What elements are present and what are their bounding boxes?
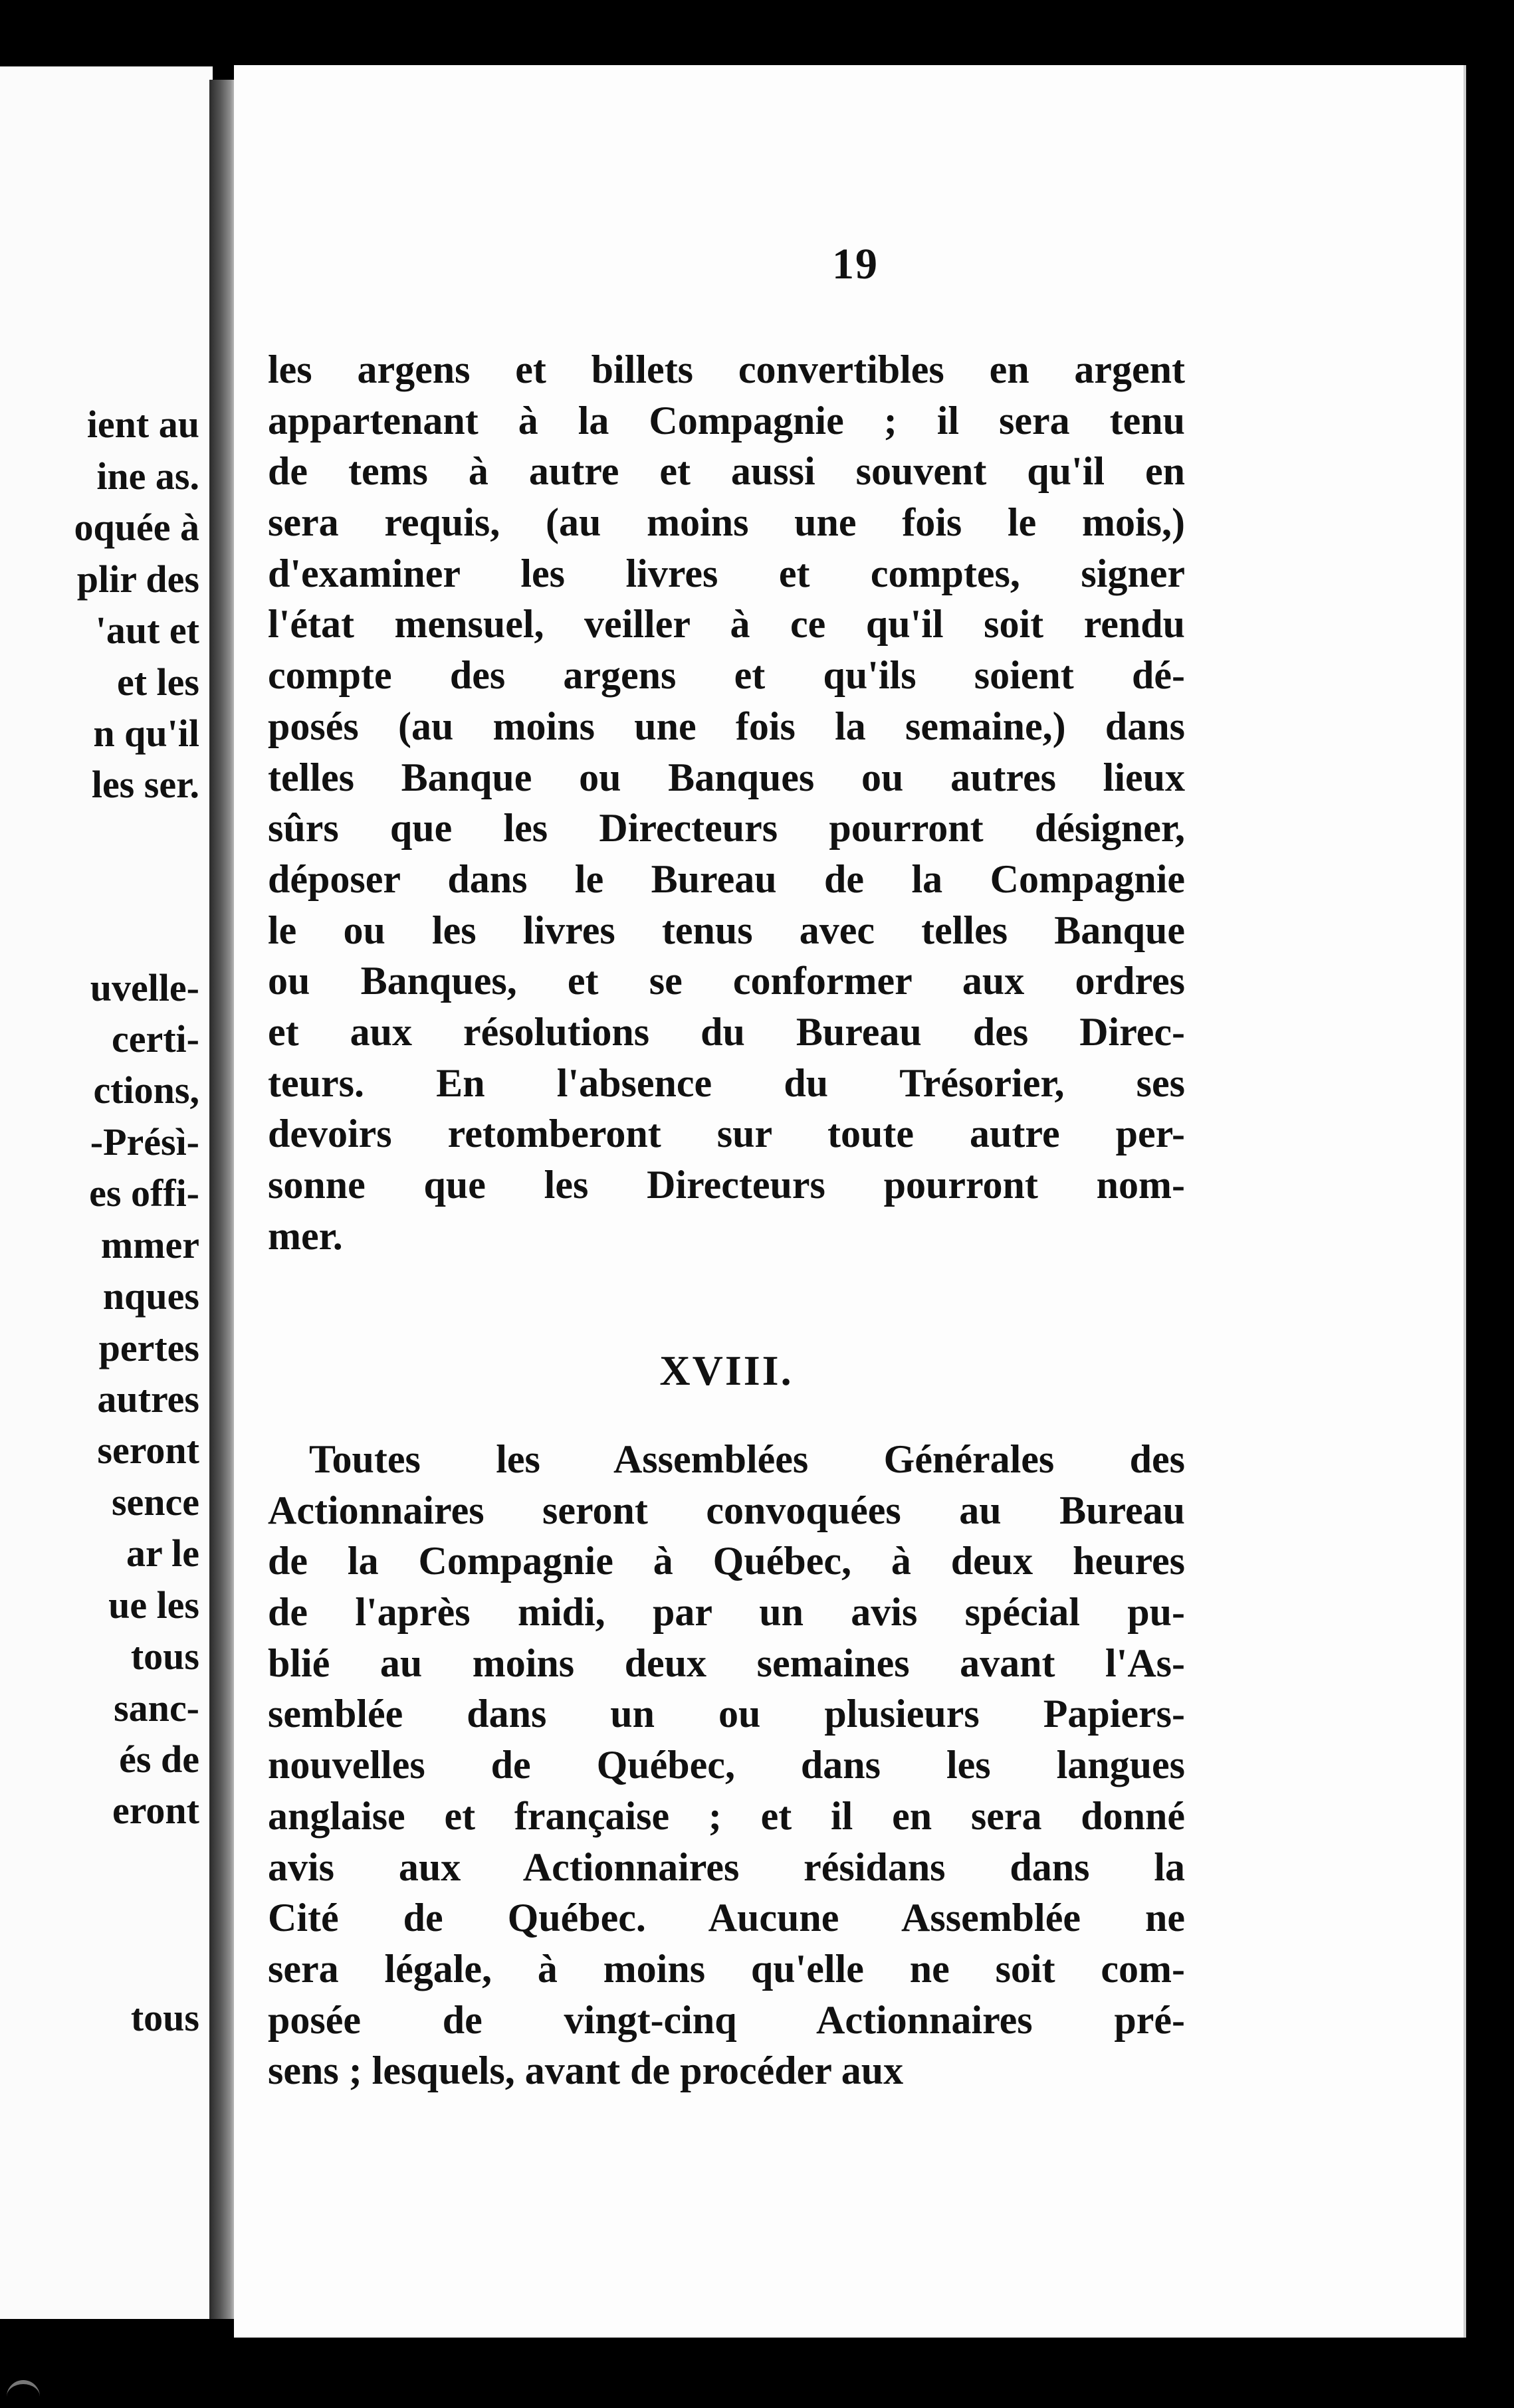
page-number: 19 [832,240,879,288]
left-page-line: sanc- [114,1686,199,1730]
left-page-line: ine as. [96,454,199,498]
corner-mark [7,2380,40,2404]
text-line: de tems à autre et aussi souvent qu'il en [268,449,1185,494]
left-page-line: seront [97,1429,199,1472]
text-line: Cité de Québec. Aucune Assemblée ne [268,1896,1185,1940]
text-line: Actionnaires seront convoquées au Bureau [268,1488,1185,1532]
text-line: sera légale, à moins qu'elle ne soit com- [268,1946,1185,1991]
text-line: et aux résolutions du Bureau des Direc- [268,1009,1185,1054]
right-page [234,65,1466,2338]
section-heading: XVIII. [659,1347,794,1394]
left-page-line: les ser. [91,763,199,806]
text-line: de la Compagnie à Québec, à deux heures [268,1539,1185,1583]
left-page-line: tous [130,1996,199,2039]
text-line: anglaise et française ; et il en sera donné [268,1793,1185,1838]
left-page-line: mmer [100,1223,199,1266]
text-line: sens ; lesquels, avant de procéder aux [268,2049,904,2093]
left-page-line: és de [119,1738,199,1781]
left-page-line: pertes [98,1326,199,1369]
left-page-line: ue les [108,1583,199,1627]
text-line: les argens et billets convertibles en argent [268,348,1185,391]
left-page-line: n qu'il [93,712,199,755]
text-line: posée de vingt-cinq Actionnaires pré- [268,1997,1185,2042]
text-line: avis aux Actionnaires résidans dans la [268,1845,1185,1889]
left-page-line: autres [97,1377,199,1421]
text-line: déposer dans le Bureau de la Compagnie [268,856,1185,901]
paragraph-1 [268,344,1185,1261]
left-page-line: uvelle- [90,966,199,1009]
book-gutter [209,80,237,2319]
text-line: d'examiner les livres et comptes, signer [268,551,1185,595]
left-page-line: certi- [112,1017,199,1060]
left-page-line: -Présì- [90,1120,199,1163]
text-line: semblée dans un ou plusieurs Papiers- [268,1692,1185,1736]
text-line: l'état mensuel, veiller à ce qu'il soit rendu [268,602,1185,647]
text-line: posés (au moins une fois la semaine,) dans [268,704,1185,748]
left-page-line: oquée à [74,506,199,549]
left-facing-page [0,66,213,2319]
left-page-line: nques [102,1274,199,1318]
left-page-line: ient au [86,403,199,446]
text-line: le ou les livres tenus avec telles Banque [268,908,1185,952]
left-page-line: eront [112,1789,199,1832]
text-line: ou Banques, et se conformer aux ordres [268,959,1185,1003]
text-line: sûrs que les Directeurs pourront désigner, [268,806,1185,851]
text-line: compte des argens et qu'ils soient dé- [268,653,1185,698]
text-line: teurs. En l'absence du Trésorier, ses [268,1060,1185,1105]
left-page-line: sence [111,1480,199,1524]
text-line: Toutes les Assemblées Générales des [309,1437,1185,1481]
text-line: appartenant à la Compagnie ; il sera tenu [268,398,1185,443]
left-page-line: ar le [126,1532,199,1575]
left-page-line: es offi- [89,1171,199,1215]
text-line: sonne que les Directeurs pourront nom- [268,1163,1185,1207]
left-page-line: tous [130,1635,199,1678]
text-line: devoirs retomberont sur toute autre per- [268,1112,1185,1156]
text-line: telles Banque ou Banques ou autres lieux [268,755,1185,799]
left-page-line: et les [117,660,199,704]
text-line: mer. [268,1213,343,1258]
text-line: sera requis, (au moins une fois le mois,) [268,500,1185,545]
text-line: nouvelles de Québec, dans les langues [268,1743,1185,1787]
left-page-line: plir des [76,557,199,601]
left-page-line: ctions, [93,1068,199,1112]
paragraph-2 [268,1434,1185,2096]
left-page-line: 'aut et [95,609,199,652]
text-line: blié au moins deux semaines avant l'As- [268,1641,1185,1685]
text-line: de l'après midi, par un avis spécial pu- [268,1590,1185,1635]
